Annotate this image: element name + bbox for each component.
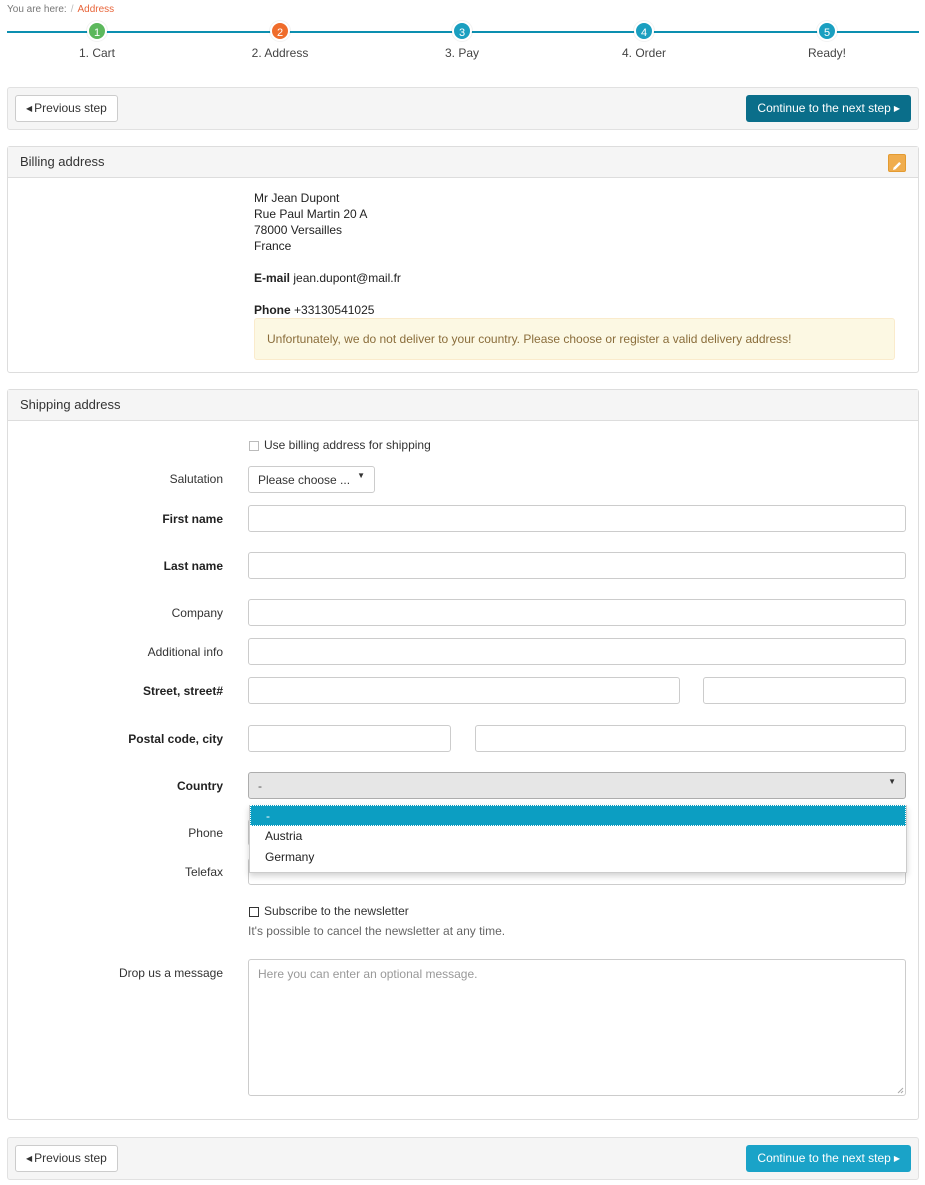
step-cart[interactable] — [47, 21, 147, 60]
billing-country: France — [254, 239, 292, 253]
step-pay-circle: 3 — [452, 21, 472, 41]
telefax-label: Telefax — [184, 865, 223, 879]
breadcrumb-prefix: You are here: — [7, 4, 67, 15]
next-step-label: Continue to the next step — [757, 101, 891, 115]
newsletter-hint: It's possible to cancel the newsletter at any time. — [248, 924, 506, 938]
billing-phone: +33130541025 — [294, 303, 375, 317]
company-label: Company — [171, 606, 223, 620]
step-pay — [412, 21, 512, 60]
next-step-button[interactable] — [746, 95, 911, 122]
step-order — [594, 21, 694, 60]
billing-panel-heading — [8, 147, 918, 178]
edit-billing-button[interactable] — [888, 154, 906, 172]
billing-city: 78000 Versailles — [254, 223, 343, 237]
chevron-down-icon: ▼ — [357, 471, 365, 480]
last-name-input[interactable] — [248, 552, 906, 579]
resize-grip-icon[interactable] — [896, 1086, 904, 1094]
billing-address-block — [254, 190, 401, 318]
last-name-label: Last name — [163, 559, 223, 573]
billing-phone-label: Phone — [254, 303, 291, 317]
salutation-label: Salutation — [169, 472, 223, 486]
postal-code-input[interactable] — [248, 725, 451, 752]
caret-right-icon: ▶ — [893, 1154, 900, 1163]
step-cart-label: 1. Cart — [78, 46, 115, 60]
step-ready-label: Ready! — [807, 46, 847, 60]
top-step-navigation — [7, 87, 919, 130]
additional-info-label: Additional info — [147, 645, 223, 659]
step-cart-circle: 1 — [87, 21, 107, 41]
message-textarea[interactable] — [248, 959, 906, 1096]
newsletter-checkbox[interactable] — [249, 907, 259, 917]
shipping-address-panel — [7, 389, 919, 1120]
pencil-icon — [889, 158, 905, 174]
additional-info-input[interactable] — [248, 638, 906, 665]
breadcrumb-separator: / — [70, 4, 74, 15]
country-option[interactable]: Germany — [265, 850, 315, 864]
breadcrumb — [7, 4, 114, 15]
caret-left-icon: ◀ — [26, 104, 33, 113]
billing-email: jean.dupont@mail.fr — [293, 271, 401, 285]
country-option[interactable]: Austria — [265, 829, 303, 843]
newsletter-label: Subscribe to the newsletter — [264, 904, 409, 918]
previous-step-label: Previous step — [34, 1151, 107, 1165]
first-name-label: First name — [162, 512, 223, 526]
use-billing-checkbox[interactable] — [249, 441, 259, 451]
step-pay-label: 3. Pay — [444, 46, 480, 60]
billing-street: Rue Paul Martin 20 A — [254, 207, 368, 221]
company-input[interactable] — [248, 599, 906, 626]
country-dropdown-list — [249, 805, 907, 873]
first-name-input[interactable] — [248, 505, 906, 532]
street-input[interactable] — [248, 677, 680, 704]
country-select[interactable] — [248, 772, 906, 799]
billing-address-panel — [7, 146, 919, 373]
delivery-warning-alert: Unfortunately, we do not deliver to your country. Please choose or register a valid delivery address! — [254, 318, 895, 360]
caret-right-icon: ▶ — [893, 104, 900, 113]
step-address[interactable] — [230, 21, 330, 60]
salutation-value: Please choose ... — [258, 473, 351, 487]
next-step-button[interactable] — [746, 1145, 911, 1172]
step-order-label: 4. Order — [621, 46, 666, 60]
shipping-panel-heading — [8, 390, 918, 421]
shipping-title: Shipping address — [20, 397, 121, 412]
next-step-label: Continue to the next step — [757, 1151, 891, 1165]
previous-step-label: Previous step — [34, 101, 107, 115]
bottom-step-navigation — [7, 1137, 919, 1180]
step-order-circle: 4 — [634, 21, 654, 41]
street-label: Street, street# — [142, 684, 223, 698]
billing-name: Mr Jean Dupont — [254, 191, 340, 205]
country-option[interactable]: - — [250, 805, 906, 826]
country-value: - — [258, 779, 262, 793]
message-label: Drop us a message — [118, 966, 223, 980]
breadcrumb-current[interactable]: Address — [77, 4, 115, 15]
checkout-steps — [7, 21, 919, 65]
previous-step-button[interactable] — [15, 1145, 118, 1172]
use-billing-label: Use billing address for shipping — [264, 438, 431, 452]
billing-email-label: E-mail — [254, 271, 291, 285]
step-ready — [777, 21, 877, 60]
country-label: Country — [177, 779, 223, 793]
street-number-input[interactable] — [703, 677, 906, 704]
step-ready-circle: 5 — [817, 21, 837, 41]
postal-code-city-label: Postal code, city — [128, 732, 223, 746]
city-input[interactable] — [475, 725, 906, 752]
message-placeholder: Here you can enter an optional message. — [258, 967, 478, 981]
salutation-select[interactable] — [248, 466, 375, 493]
caret-left-icon: ◀ — [26, 1154, 33, 1163]
step-address-label: 2. Address — [251, 46, 309, 60]
chevron-down-icon: ▼ — [888, 777, 896, 786]
previous-step-button[interactable] — [15, 95, 118, 122]
step-address-circle: 2 — [270, 21, 290, 41]
billing-title: Billing address — [20, 154, 105, 169]
phone-label: Phone — [188, 826, 223, 840]
